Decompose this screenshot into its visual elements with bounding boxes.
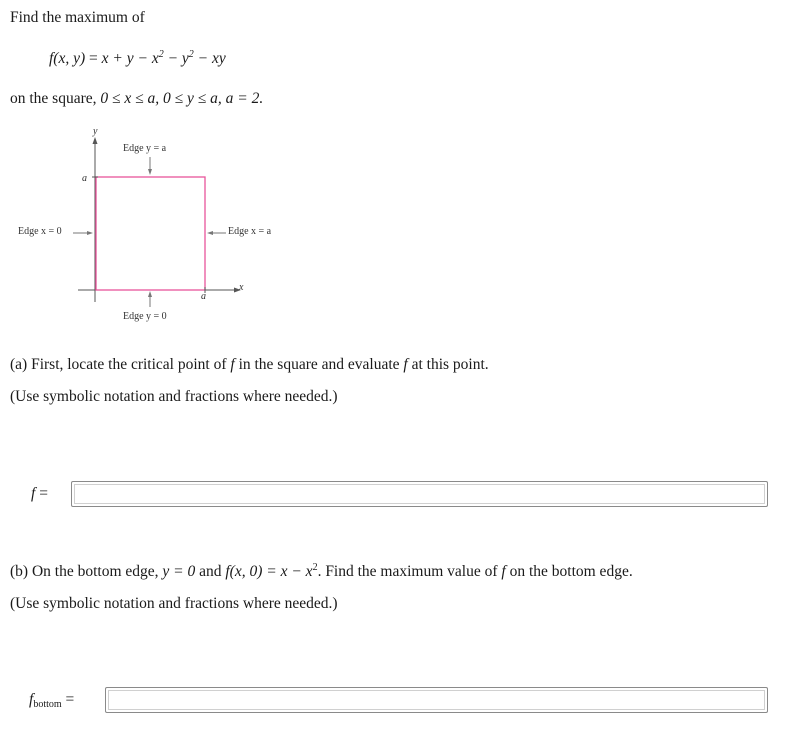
part-b-sq: 2 (312, 562, 318, 573)
part-a-answer-input[interactable] (71, 481, 768, 507)
tick-a-y-label: a (82, 173, 87, 184)
arrow-top-icon (148, 169, 152, 175)
square-region (96, 177, 205, 290)
part-b-expr: f(x, 0) = x − x (225, 563, 313, 580)
part-b-question-start: (b) On the bottom edge, (10, 563, 159, 580)
y-axis-label: y (93, 126, 98, 137)
part-a-answer-fn: f (31, 485, 36, 502)
part-a-question-end: at this point. (411, 356, 489, 373)
domain-text: on the square, (10, 90, 97, 107)
part-a-answer-label (31, 485, 48, 503)
arrow-bottom-icon (148, 291, 152, 297)
part-b-hint: (Use symbolic notation and fractions where needed.) (10, 595, 338, 612)
part-b-question-mid: . Find the maximum value of (317, 563, 498, 580)
edge-bottom-label: Edge y = 0 (123, 311, 167, 322)
part-b-fn: f (501, 563, 506, 580)
part-b-answer-eq: = (65, 691, 75, 708)
part-a-hint: (Use symbolic notation and fractions where needed.) (10, 388, 338, 405)
part-a-question-start: (a) First, locate the critical point of (10, 356, 227, 373)
edge-right-label: Edge x = a (228, 226, 272, 237)
arrow-left-icon (87, 231, 93, 235)
function-expression (49, 50, 226, 68)
function-sq2: 2 (188, 49, 194, 60)
part-b-answer-label (29, 691, 74, 709)
edge-top-label: Edge y = a (123, 143, 167, 154)
function-rhs-a: x + y − x (101, 50, 159, 67)
part-b-cond: y = 0 (162, 563, 196, 580)
part-b-and: and (199, 563, 222, 580)
part-a-question (10, 356, 489, 374)
part-b-question (10, 563, 633, 581)
part-a-question-mid: in the square and evaluate (238, 356, 400, 373)
arrow-right-icon (207, 231, 213, 235)
part-b-answer-fn: f (29, 691, 34, 708)
part-b-answer-input[interactable] (105, 687, 768, 713)
problem-intro: Find the maximum of (10, 9, 145, 26)
part-a-answer-eq: = (39, 485, 48, 502)
part-b-answer-sub: bottom (33, 699, 62, 710)
part-b-question-end: on the bottom edge. (509, 563, 633, 580)
function-rhs-c: − xy (193, 50, 226, 67)
function-lhs: f(x, y) (49, 50, 86, 67)
domain-inequalities: 0 ≤ x ≤ a, 0 ≤ y ≤ a, a = 2. (100, 90, 264, 107)
function-rhs-b: − y (163, 50, 189, 67)
square-figure (0, 120, 320, 335)
part-a-fn: f (230, 356, 235, 373)
domain-line (10, 90, 263, 108)
part-a-fn2: f (403, 356, 408, 373)
y-axis-arrow-icon (93, 137, 98, 144)
x-axis-label: x (239, 282, 244, 293)
function-eq: = (89, 50, 98, 67)
tick-a-x-label: a (201, 291, 206, 302)
function-sq1: 2 (158, 49, 164, 60)
edge-left-label: Edge x = 0 (18, 226, 62, 237)
